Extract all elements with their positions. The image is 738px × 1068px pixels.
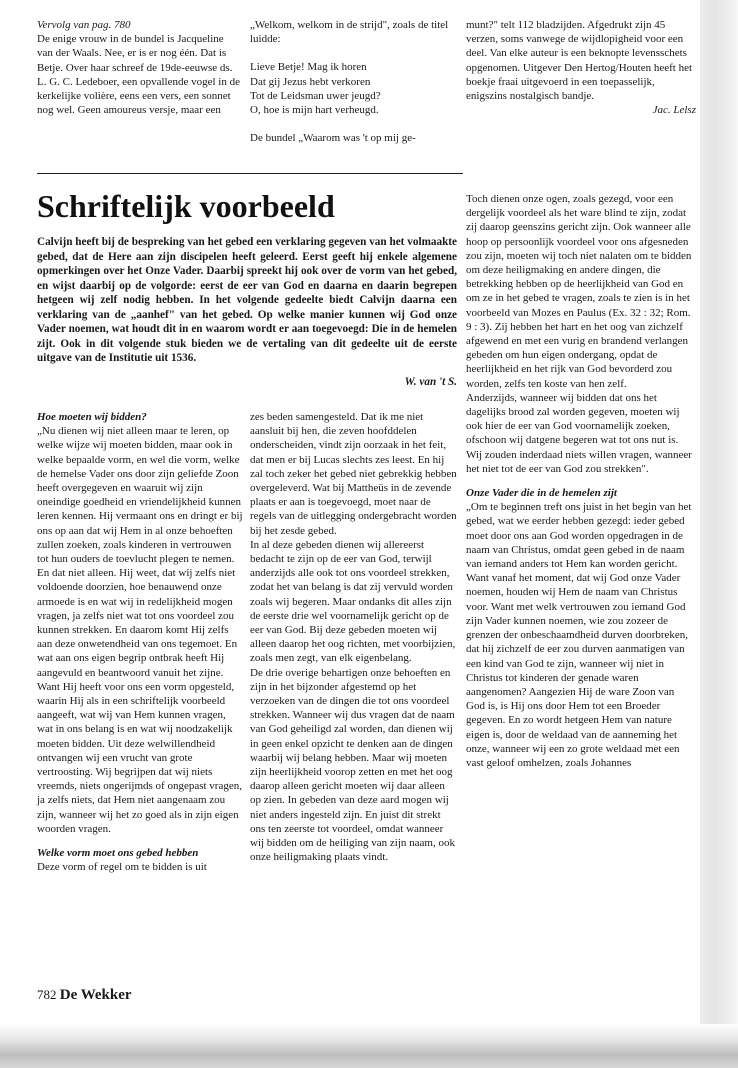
page-bottom-shadow [0,1024,738,1068]
article-intro: Calvijn heeft bij de bespreking van het gebed een verklaring gegeven van het volmaakte gebed, dat de Here aan zijn discipelen heeft geleerd. Eerst geeft hij enkele algemene opmerkingen over het Onze Vader. Daarbij spreekt hij ook over de vorm van het gebed, en wijst daarbij op de volgorde: eerst de eer van God en daarna en daarin begrepen hetgeen wij zelf nodig hebben. In het volgende gedeelte biedt Calvijn daarna een verklaring van de „aanhef" van het gebed. Op welke manier kunnen wij God onze Vader noemen, wat houdt dit in en waarom wordt er aan toegevoegd: Die in de hemelen zijt. Ook in dit volgende stuk bieden we de vertaling van dit gedeelte uit de eerste uitgave van de Institutie uit 1536. [37,236,457,364]
top-column-3 [466,18,696,117]
paragraph: Anderzijds, wanneer wij bidden dat ons het dagelijks brood zal worden gegeven, moeten wij ook hier de eer van God voornamelijk zoeken, ofschoon wij datgene begeren wat tot ons nut is. Wij zouden inderdaad niets willen vragen, wanneer het niet tot de eer van God zou strekken". [466,391,692,475]
page-number: 782 [37,987,57,1002]
top-paragraph: munt?" telt 112 bladzijden. Afgedrukt zijn 45 verzen, soms vanwege de wijdlopigheid voor een deel. Van elke auteur is een beknopte levensschets opgenomen. Uitgever Den Hertog/Houten heeft het boekje fraai uitgevoerd in een toepasselijk, enigszins nostalgisch bandje. [466,19,693,103]
article-title: Schriftelijk voorbeeld [37,188,335,224]
continued-label: Vervolg van pag. 780 [37,19,131,31]
subheading: Onze Vader die in de hemelen zijt [466,487,617,500]
paragraph: „Nu dienen wij niet alleen maar te leren, op welke wijze wij moeten bidden, maar ook in welke bepaalde vorm, en wel die vorm, welke de hemelse Vader ons door zijn geliefde Zoon heeft overgegeven en waaruit wij zijn oneindige goedheid en vriendelijkheid kunnen leren kennen. Hij vermaant ons en dringt er bij ons op aan dat wij Hem in al onze behoeften zullen zoeken, zoals kinderen in vertrouwen tot hun ouders de toevlucht plegen te nemen. [37,425,243,566]
poem-intro: „Welkom, welkom in de strijd", zoals de titel luidde: [250,19,449,46]
article-column-2 [250,410,458,865]
page-footer [37,987,132,1004]
paragraph: Toch dienen onze ogen, zoals gezegd, voor een dergelijk voordeel als het ware blind te zijn, zodat zij daarop geenszins gericht zijn. Ook wanneer alle hoop op persoonlijk voordeel voor ons afgesneden zou zijn, moeten wij toch niet nalaten om te bidden om deze heiligmaking en andere dingen, die betrekking hebben op de heerlijkheid van God en om ze in het gebed te vragen, zoals te zien is in het voorbeeld van Mozes en Paulus (Ex. 32 : 32; Rom. 9 : 3). Zij hebben het hart en het oog van zichzelf afgewend en met een vurig en brandend verlangen gebeden om hun eigen ondergang, opdat de heerlijkheid en het rijk van God bevorderd zou worden, zelfs ten koste van hen zelf. [466,193,692,390]
paragraph: En dat niet alleen. Hij weet, dat wij zelfs niet voldoende doorzien, hoe benauwend onze armoede is en wat wij in redelijkheid mogen vragen, ja zelfs niet wat tot ons voordeel zou kunnen strekken. En daarom komt Hij zelfs aan deze onwetendheid van ons tegemoet. En wat aan ons eigen begrip ontbrak heeft Hij aangevuld en beantwoord vanuit het zijne. Want Hij heeft voor ons een vorm opgesteld, waarin Hij als in een schriftelijk voorbeeld aangeeft, wat wij van Hem kunnen vragen, wat in ons belang is en wat wij noodzakelijk moeten bidden. Uit deze welwillendheid ontvangen wij een vrucht van grote vertroosting. Wij begrijpen dat wij niets vreemds, niets ongerijmds of ongepast vragen, ja zelfs niets, dat Hem niet aangenaam zou zijn, wanneer wij het zo goed als in zijn eigen woorden vragen. [37,567,242,835]
magazine-name: De Wekker [59,987,132,1003]
author-signature: W. van 't S. [404,376,457,388]
paragraph: „Om te beginnen treft ons juist in het begin van het gebed, wat we eerder hebben gezegd: ieder gebed moet door ons aan God worden opgedragen in de naam van Christus, omdat geen gebed in de naam van iemand anders tot Hem kan worden gericht. Want vanaf het moment, dat wij God onze Vader noemen, houden wij Hem de naam van Christus voor. Want met welk vertrouwen zou iemand God zijn Vader kunnen noemen, wie zou zozeer de grenzen der onbeschaamdheid durven doorbreken, dat hij zichzelf de eer zou durven aanmatigen van een kind van God te zijn, wanneer wij niet in Christus tot kinderen der genade waren aangenomen? Aangezien Hij de ware Zoon van God is, is Hij ons door Hem tot een Broeder gegeven. En zo wordt hetgeen Hem van nature eigen is, door de weldaad van de aanneming het onze, wanneer wij een zo grote weldaad met een vast geloof omhelzen, zoals Johannes [466,501,692,769]
subheading: Welke vorm moet ons gebed hebben [37,847,199,860]
paragraph: In al deze gebeden dienen wij allereerst bedacht te zijn op de eer van God, terwijl anderzijds alle ook tot ons voordeel strekken, zodat het van belang is dat zij vervuld worden zoals wij begeren. Maar ondanks dit alles zijn de eerste drie wel voornamelijk gericht op de eer van God. Bij deze gebeden moeten wij alleen daarop het oog richten, met voorbijzien, zoals men zegt, van elk eigenbelang. [250,538,456,665]
page-edge [700,0,738,1068]
poem [250,60,455,117]
signature: Jac. Lelsz [652,104,696,117]
top-column-1 [37,18,242,117]
article-column-1 [37,410,243,875]
paragraph: Deze vorm of regel om te bidden is uit [37,861,207,874]
poem-line: Dat gij Jezus hebt verkoren [250,75,371,88]
subheading: Hoe moeten wij bidden? [37,411,147,423]
article-column-3 [466,192,694,770]
top-paragraph: De bundel „Waarom was 't op mij ge- [250,132,416,145]
top-paragraph: De enige vrouw in de bundel is Jacqueline van der Waals. Nee, er is er nog één. Dat is Betje. Over haar schreef de 19de-eeuwse ds. L. G. C. Ledeboer, een opvallende vogel in de kerkelijke volière, eens een vers, een sonnet nog wel. Geen amoureus versje, maar een [37,33,240,117]
paragraph: De drie overige behartigen onze behoeften en zijn in het bijzonder afgestemd op het verzoeken van de dingen die tot ons voordeel strekken. Wanneer wij dus vragen dat de naam van God geheiligd zal worden, dan dienen wij in geen enkel opzicht te denken aan de dingen waarbij wij belang hebben. Maar wij moeten zijn heerlijkheid voorop zetten en met het oog daarop alleen gericht moeten wij daar alleen op zien. In gebeden van deze aard mogen wij niet anders ingesteld zijn. En juist dit strekt ons ten zeerste tot voordeel, omdat wanneer wij bidden om de heiliging van zijn naam, ook onze heiligmaking plaats vindt. [250,666,455,864]
paragraph: zes beden samengesteld. Dat ik me niet aansluit bij hen, die zeven hoofddelen onderscheiden, vindt zijn oorzaak in het feit, dat men er bij Lucas slechts zes leest. En hij zal toch zeker het gebed niet gebrekkig hebben overgeleverd. Wat bij Mattheüs in de zevende plaats er aan is toegevoegd, moet naar de regels van de uitlegging ondergebracht worden bij het zesde gebed. [250,411,457,537]
poem-line: Tot de Leidsman uwer jeugd? [250,89,381,102]
poem-line: Lieve Betje! Mag ik horen [250,61,367,74]
top-column-2 [250,18,455,145]
poem-line: O, hoe is mijn hart verheugd. [250,104,379,117]
section-divider [37,173,463,174]
